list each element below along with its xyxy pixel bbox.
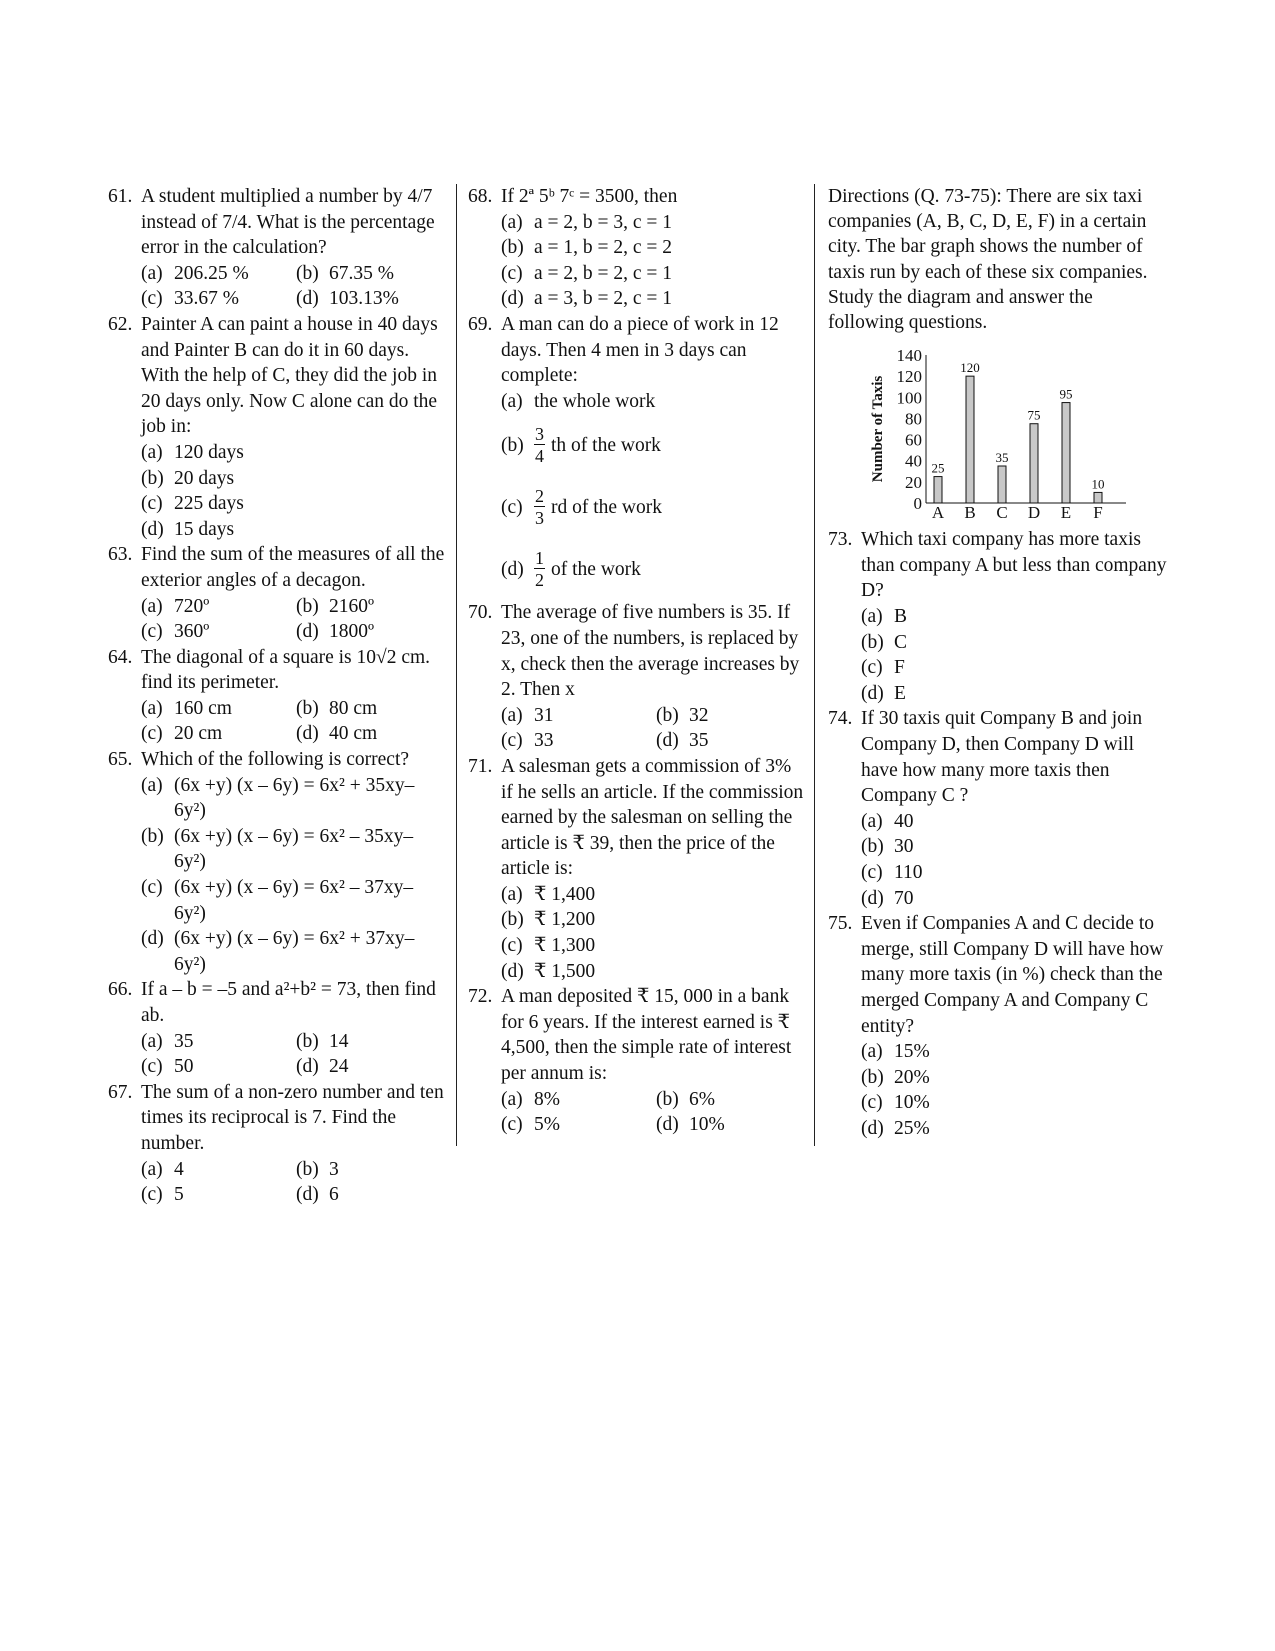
data-label-D: 75 <box>1027 407 1041 423</box>
option-label: (c) <box>141 1056 163 1078</box>
option-b: 30 <box>894 836 914 858</box>
option-c: (6x +y) (x – 6y) = 6x² – 37xy– 6y²) <box>174 877 414 924</box>
option-c: 225 days <box>174 493 244 515</box>
option-c: 360º <box>174 621 210 643</box>
option-label: (a) <box>141 595 163 617</box>
option-label: (a) <box>501 883 523 905</box>
option-label: (d) <box>656 730 679 752</box>
option-c: 50 <box>174 1056 194 1078</box>
numerator: 2 <box>535 486 544 507</box>
option-label: (a) <box>861 1041 883 1063</box>
option-c: a = 2, b = 2, c = 1 <box>534 262 673 284</box>
numerator: 3 <box>535 424 544 445</box>
option-label: (d) <box>501 960 524 982</box>
option-d: 40 cm <box>329 723 378 745</box>
y-tick-label: 20 <box>905 473 922 493</box>
option-b: th of the work <box>551 434 661 456</box>
option-label: (d) <box>656 1114 679 1136</box>
option-label: (d) <box>141 518 164 540</box>
option-label: (a) <box>141 441 163 463</box>
option-label: (a) <box>501 211 523 233</box>
option-d: of the work <box>551 558 641 580</box>
question-number: 65. <box>108 749 133 771</box>
option-label: (c) <box>861 861 883 883</box>
option-a: (6x +y) (x – 6y) = 6x² + 35xy– 6y²) <box>174 774 415 822</box>
option-label: (d) <box>296 723 319 745</box>
option-label: (c) <box>141 1184 163 1206</box>
question-number: 64. <box>108 646 133 668</box>
option-label: (d) <box>861 1117 884 1139</box>
question-72 <box>468 984 808 1138</box>
option-label: (a) <box>501 390 523 412</box>
numerator: 1 <box>535 548 544 569</box>
question-73 <box>828 527 1173 706</box>
y-tick-label: 80 <box>905 409 922 429</box>
option-a: B <box>894 606 908 627</box>
column-3 <box>828 184 1173 1141</box>
option-b: 20 days <box>174 467 235 489</box>
data-label-B: 120 <box>960 360 980 376</box>
denominator: 2 <box>535 570 544 591</box>
question-text: The sum of a non-zero number and ten times its reciprocal is 7. Find the number. <box>141 1081 444 1154</box>
option-a: 720º <box>174 595 210 617</box>
option-b: (6x +y) (x – 6y) = 6x² – 35xy– 6y²) <box>174 825 414 873</box>
fraction <box>534 425 545 465</box>
option-a: 40 <box>894 810 914 832</box>
question-number: 68. <box>468 186 493 207</box>
taxi-bar-chart <box>868 343 1148 523</box>
question-61 <box>108 184 448 312</box>
option-label: (d) <box>501 288 524 310</box>
bar-D <box>1030 424 1038 503</box>
option-label: (b) <box>296 595 319 617</box>
option-label: (a) <box>141 774 163 796</box>
option-d: 6 <box>329 1184 339 1206</box>
option-a: 206.25 % <box>174 262 249 284</box>
option-d: 70 <box>894 887 914 909</box>
option-label: (b) <box>296 697 319 719</box>
option-label: (a) <box>861 606 883 627</box>
option-a: 160 cm <box>174 697 232 719</box>
option-c: 10% <box>894 1092 930 1114</box>
question-70 <box>468 600 808 754</box>
question-number: 70. <box>468 602 493 624</box>
y-tick-label: 60 <box>905 430 922 450</box>
column-divider-right <box>814 184 815 1146</box>
question-67 <box>108 1080 448 1208</box>
option-label: (b) <box>656 704 679 726</box>
option-c: 33 <box>534 730 554 752</box>
option-label: (a) <box>141 1030 163 1052</box>
question-text: The average of five numbers is 35. If 23, one of the numbers, is replaced by x, check then the average increases by 2. Then x <box>501 602 800 701</box>
option-label: (c) <box>141 493 163 515</box>
option-c: 20 cm <box>174 723 223 745</box>
option-label: (b) <box>656 1088 679 1110</box>
option-b: 32 <box>689 704 709 726</box>
bar-A <box>934 477 942 503</box>
option-c: 33.67 % <box>174 288 239 310</box>
option-d: E <box>894 682 906 704</box>
question-number: 63. <box>108 544 133 566</box>
option-label: (a) <box>141 697 163 719</box>
option-d: 1800º <box>329 621 375 643</box>
option-label: (b) <box>861 836 884 858</box>
question-text: Which taxi company has more taxis than company A but less than company D? <box>861 529 1167 602</box>
bar-F <box>1094 493 1102 504</box>
option-label: (b) <box>296 262 319 284</box>
fraction <box>534 487 545 527</box>
question-number: 73. <box>828 529 853 551</box>
question-number: 71. <box>468 755 493 777</box>
option-c: 110 <box>894 861 923 883</box>
question-64 <box>108 645 448 747</box>
data-label-F: 10 <box>1091 476 1105 492</box>
x-tick-label-E: E <box>1060 503 1072 523</box>
option-label: (b) <box>501 909 524 931</box>
option-label: (b) <box>141 467 164 489</box>
y-tick-label: 40 <box>905 451 922 471</box>
question-number: 69. <box>468 313 493 335</box>
y-tick-label: 140 <box>896 346 922 366</box>
option-c: rd of the work <box>551 496 663 518</box>
option-label: (b) <box>296 1030 319 1052</box>
option-a: ₹ 1,400 <box>534 883 596 905</box>
option-a: 15% <box>894 1041 930 1063</box>
option-b: C <box>894 631 908 653</box>
option-label: (b) <box>141 825 164 847</box>
option-label: (c) <box>501 262 523 284</box>
y-axis-label: Number of Taxis <box>870 376 886 483</box>
question-text: Even if Companies A and C decide to merge, still Company D will have how many more taxis (in %) check than the merged Company A and Company C entity? <box>861 913 1164 1037</box>
question-74 <box>828 706 1173 911</box>
question-number: 75. <box>828 913 853 935</box>
option-label: (b) <box>861 1066 884 1088</box>
question-text: A salesman gets a commission of 3% if he sells an article. If the commission earned by the salesman on selling the article is ₹ 39, then the price of the article is: <box>501 755 804 880</box>
column-1 <box>108 184 448 1208</box>
question-number: 72. <box>468 986 493 1008</box>
option-label: (c) <box>501 496 523 518</box>
bar-B <box>966 376 974 503</box>
question-text: Which of the following is correct? <box>141 749 410 771</box>
option-d: 103.13% <box>329 288 399 310</box>
data-label-C: 35 <box>995 450 1009 466</box>
option-label: (b) <box>501 434 524 456</box>
option-b: 67.35 % <box>329 262 394 284</box>
option-label: (d) <box>141 928 164 950</box>
option-d: 15 days <box>174 518 235 540</box>
option-label: (c) <box>141 621 163 643</box>
option-d: (6x +y) (x – 6y) = 6x² + 37xy– 6y²) <box>174 928 415 975</box>
question-text: A man can do a piece of work in 12 days. Then 4 men in 3 days can complete: <box>501 313 779 387</box>
question-63 <box>108 542 448 644</box>
option-label: (d) <box>296 1056 319 1078</box>
option-label: (d) <box>861 887 884 909</box>
question-number: 66. <box>108 979 133 1001</box>
question-71 <box>468 754 808 984</box>
option-label: (b) <box>861 631 884 653</box>
option-a: 35 <box>174 1030 194 1052</box>
option-label: (b) <box>296 1158 319 1180</box>
option-b: 3 <box>329 1158 339 1180</box>
option-label: (c) <box>501 730 523 752</box>
bar-C <box>998 466 1006 503</box>
fraction <box>534 549 545 589</box>
option-d: 24 <box>329 1056 349 1078</box>
question-text: A student multiplied a number by 4/7 instead of 7/4. What is the percentage error in the calculation? <box>141 186 435 259</box>
question-text: If a – b = –5 and a²+b² = 73, then find ab. <box>141 979 436 1026</box>
directions-text: Directions (Q. 73-75): There are six taxi companies (A, B, C, D, E, F) in a certain city. The bar graph shows the number of taxis run by each of these six companies. Study the diagram and answer the following questions. <box>828 186 1148 334</box>
option-a: 31 <box>534 704 554 726</box>
option-label: (a) <box>501 704 523 726</box>
option-c: ₹ 1,300 <box>534 935 596 957</box>
y-tick-label: 120 <box>896 367 922 387</box>
option-label: (b) <box>501 237 524 259</box>
question-number: 61. <box>108 186 133 207</box>
option-a: 4 <box>174 1158 184 1180</box>
question-62 <box>108 312 448 542</box>
option-label: (c) <box>141 877 163 899</box>
option-b: 6% <box>689 1088 715 1110</box>
option-c: 5% <box>534 1114 560 1136</box>
option-label: (c) <box>861 657 883 679</box>
option-label: (c) <box>141 288 163 310</box>
bar-E <box>1062 403 1070 503</box>
denominator: 4 <box>535 446 544 467</box>
option-label: (c) <box>861 1092 883 1114</box>
column-2 <box>468 184 808 1138</box>
question-66 <box>108 977 448 1079</box>
option-d: 10% <box>689 1114 725 1136</box>
question-69 <box>468 312 808 600</box>
option-b: a = 1, b = 2, c = 2 <box>534 237 673 259</box>
option-label: (c) <box>501 935 523 957</box>
option-label: (c) <box>141 723 163 745</box>
question-65 <box>108 747 448 977</box>
option-label: (a) <box>501 1088 523 1110</box>
denominator: 3 <box>535 508 544 529</box>
y-tick-label: 100 <box>896 388 922 408</box>
option-b: 14 <box>329 1030 349 1052</box>
data-label-A: 25 <box>931 460 945 476</box>
question-text: The diagonal of a square is 10√2 cm. find its perimeter. <box>141 646 431 694</box>
option-b: ₹ 1,200 <box>534 909 596 931</box>
data-label-E: 95 <box>1059 386 1073 402</box>
option-label: (d) <box>501 558 524 580</box>
chart-layer <box>870 346 1126 522</box>
y-tick-label: 0 <box>913 494 922 514</box>
option-b: 20% <box>894 1066 930 1088</box>
column-divider-left <box>456 184 457 1146</box>
option-a: the whole work <box>534 390 656 412</box>
option-a: a = 2, b = 3, c = 1 <box>534 211 673 233</box>
question-text: If 2ª 5ᵇ 7ᶜ = 3500, then <box>501 186 678 207</box>
question-number: 74. <box>828 708 853 730</box>
question-text: Painter A can paint a house in 40 days and Painter B can do it in 60 days. With the help of C, they did the job in 20 days only. Now C alone can do the job in: <box>141 313 438 438</box>
option-b: 2160º <box>329 595 375 617</box>
x-tick-label-F: F <box>1093 503 1103 523</box>
option-label: (a) <box>141 1158 163 1180</box>
option-label: (d) <box>861 682 884 704</box>
option-label: (c) <box>501 1114 523 1136</box>
option-label: (d) <box>296 1184 319 1206</box>
option-c: F <box>894 657 905 679</box>
question-text: A man deposited ₹ 15, 000 in a bank for 6 years. If the interest earned is ₹ 4,500, then the simple rate of interest per annum is: <box>501 986 792 1085</box>
question-number: 62. <box>108 313 133 335</box>
option-label: (d) <box>296 621 319 643</box>
question-75 <box>828 911 1173 1141</box>
option-d: a = 3, b = 2, c = 1 <box>534 288 673 310</box>
option-a: 120 days <box>174 441 244 463</box>
option-d: ₹ 1,500 <box>534 960 596 982</box>
x-tick-label-D: D <box>1027 503 1041 523</box>
option-a: 8% <box>534 1088 560 1110</box>
x-tick-label-B: B <box>964 503 976 523</box>
x-tick-label-A: A <box>931 503 945 523</box>
question-text: If 30 taxis quit Company B and join Company D, then Company D will have how many more taxis then Company C ? <box>861 708 1143 807</box>
option-c: 5 <box>174 1184 184 1206</box>
question-text: Find the sum of the measures of all the exterior angles of a decagon. <box>141 544 445 591</box>
question-68 <box>468 184 808 312</box>
x-tick-label-C: C <box>996 503 1008 523</box>
option-label: (d) <box>296 288 319 310</box>
option-b: 80 cm <box>329 697 378 719</box>
option-d: 35 <box>689 730 709 752</box>
option-d: 25% <box>894 1117 930 1139</box>
question-number: 67. <box>108 1081 133 1103</box>
option-label: (a) <box>861 810 883 832</box>
option-label: (a) <box>141 262 163 284</box>
